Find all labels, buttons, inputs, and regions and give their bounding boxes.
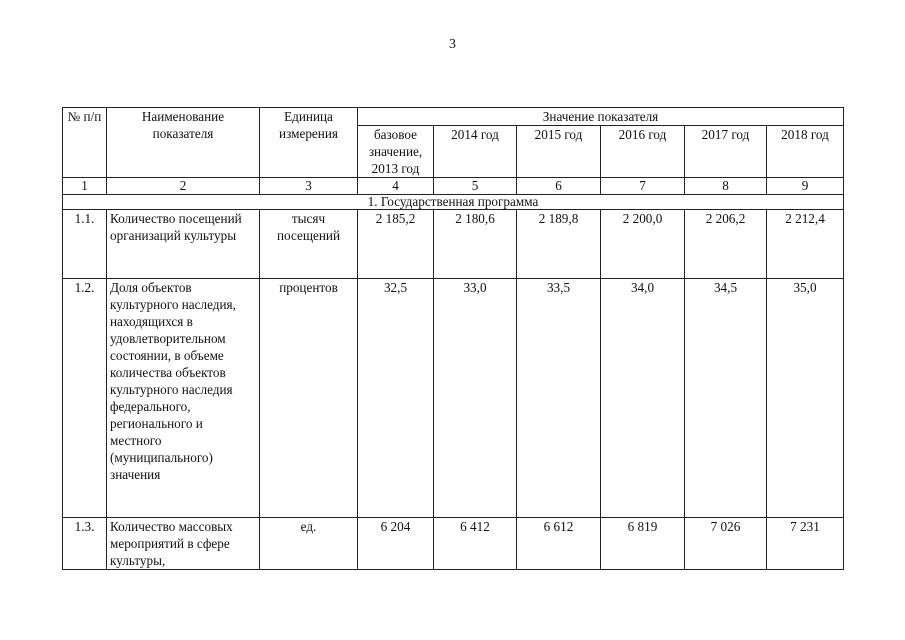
table-row [63,279,844,518]
indicator-value: 33,0 [434,279,517,518]
indicator-value: 6 612 [517,518,601,570]
column-index: 1 [63,178,107,195]
page-number: 3 [449,37,456,52]
table-row [63,210,844,279]
section-title: 1. Государственная программа [63,195,844,210]
indicator-value: 7 026 [685,518,767,570]
indicator-value: 6 204 [358,518,434,570]
header-year: 2017 год [685,126,767,178]
column-index: 5 [434,178,517,195]
indicator-value: 7 231 [767,518,844,570]
indicator-value: 33,5 [517,279,601,518]
indicator-value: 2 180,6 [434,210,517,279]
header-year: 2015 год [517,126,601,178]
column-index: 4 [358,178,434,195]
indicator-name: Количество посещений организаций культуры [107,210,260,279]
indicator-value: 2 206,2 [685,210,767,279]
header-unit: Единица измерения [260,108,358,178]
indicator-value: 6 412 [434,518,517,570]
indicator-unit: тысяч посещений [260,210,358,279]
indicator-value: 34,5 [685,279,767,518]
header-year: 2016 год [601,126,685,178]
indicator-value: 2 185,2 [358,210,434,279]
row-number: 1.1. [63,210,107,279]
indicator-value: 35,0 [767,279,844,518]
header-year: 2018 год [767,126,844,178]
indicator-name: Доля объектов культурного наследия, находящихся в удовлетворительном состоянии, в объеме количества объектов культурного наследия федерального, регионального и местного (муниципального) значения [107,279,260,518]
header-base-year: базовое значение, 2013 год [358,126,434,178]
header-name: Наименование показателя [107,108,260,178]
indicator-value: 6 819 [601,518,685,570]
indicator-value: 32,5 [358,279,434,518]
column-index: 9 [767,178,844,195]
indicator-value: 2 212,4 [767,210,844,279]
indicators-table [62,107,844,570]
row-number: 1.3. [63,518,107,570]
table-row [63,518,844,570]
header-year: 2014 год [434,126,517,178]
column-index: 3 [260,178,358,195]
column-index: 6 [517,178,601,195]
row-number: 1.2. [63,279,107,518]
indicator-value: 2 200,0 [601,210,685,279]
indicator-value: 2 189,8 [517,210,601,279]
column-index: 7 [601,178,685,195]
indicator-value: 34,0 [601,279,685,518]
header-value-group: Значение показателя [358,108,844,126]
column-index: 8 [685,178,767,195]
indicator-unit: ед. [260,518,358,570]
indicator-name: Количество массовых мероприятий в сфере культуры, [107,518,260,570]
column-index: 2 [107,178,260,195]
header-num: № п/п [63,108,107,178]
indicator-unit: процентов [260,279,358,518]
